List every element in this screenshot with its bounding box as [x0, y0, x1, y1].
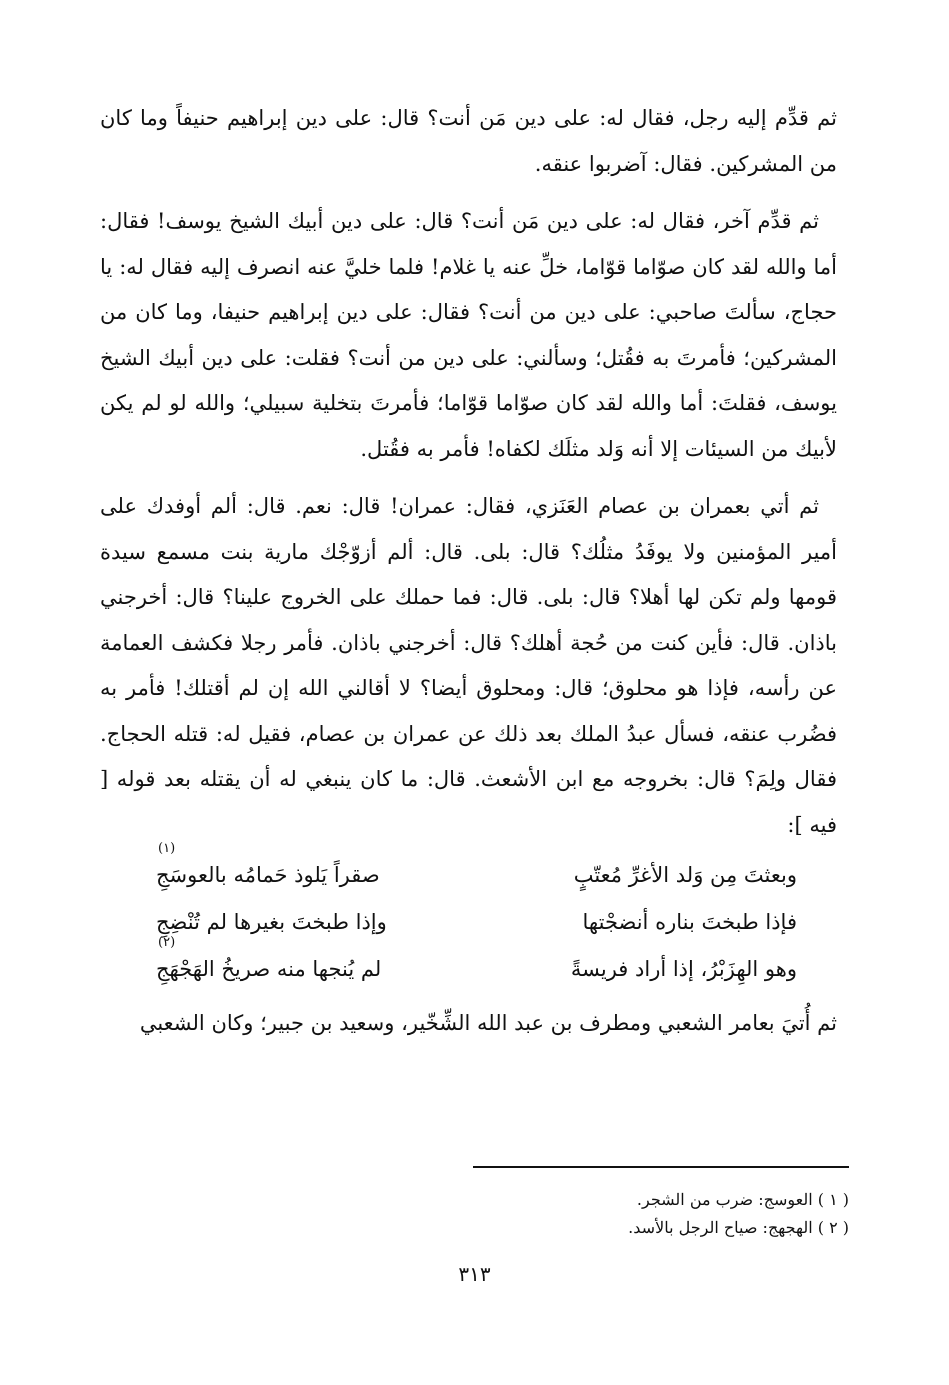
paragraph: ثم قدِّم إليه رجل، فقال له: على دين مَن أنت؟ قال: على دين إبراهيم حنيفاً وما كان من المشركين. فقال: آضربوا عنقه. — [100, 106, 837, 176]
verse-second-hemistich: لم يُنجها منه صريخُ الهَجْهَجِ — [156, 957, 382, 981]
paragraph: ثم أتي بعمران بن عصام العَنَزي، فقال: عمران! قال: نعم. قال: ألم أوفدك على أمير المؤمنين ولا يوفَدُ مثلُك؟ قال: بلى. قال: ألم أزوّجْك مارية بنت مسمع سيدة قومها ولم تكن لها أهلا؟ قال: بلى. قال: فما حملك على الخروج علينا؟ قال: أخرجني باذان. قال: فأين كنت من حُجة أهلك؟ قال: أخرجني باذان. فأمر رجلا فكشف العمامة عن رأسه، فإذا هو محلوق؛ قال: ومحلوق أيضا؟ لا أقالني الله إن لم أقتلك! فأمر به فضُرب عنقه، فسأل عبدُ الملك بعد ذلك عن عمران بن عصام، فقيل له: قتله الحجاج. فقال ولِمَ؟ قال: بخروجه مع ابن الأشعث. قال: ما كان ينبغي له أن يقتله بعد قوله [ فيه ]: — [100, 494, 837, 837]
footnotes — [429, 1186, 849, 1242]
footnote: ( ١ ) العوسج: ضرب من الشجر. — [636, 1190, 849, 1209]
verse-second-hemistich: صقراً يَلوذ حَمامُه بالعوسَجِ — [156, 863, 380, 887]
verse-first-hemistich: وهو الهِزَبْرُ، إذا أراد فريسةً — [570, 957, 797, 981]
paragraph: ثم أُتيَ بعامر الشعبي ومطرف بن عبد الله الشِّخّير، وسعيد بن جبير؛ وكان الشعبي — [139, 1011, 837, 1035]
main-text — [100, 96, 837, 1059]
footnote-divider — [473, 1166, 849, 1168]
verse-first-hemistich: وبعثتَ مِن وَلد الأغرِّ مُعتّبٍ — [573, 863, 797, 887]
paragraph: ثم قدِّم آخر، فقال له: على دين مَن أنت؟ قال: على دين أبيك الشيخ يوسف! فقال: أما والله لقد كان صوّاما قوّاما، خلِّ عنه يا غلام! فلما خليَّ عنه انصرف إليه فقال له: يا حجاج، سألتَ صاحبي: على دين من أنت؟ فقال: على دين إبراهيم حنيفا، وما كان من المشركين؛ فأمرتَ به فقُتل؛ وسألني: على دين من أنت؟ فقلت: على دين أبيك الشيخ يوسف، فقلتَ: أما والله لقد كان صوّاما قوّاما؛ فأمرتَ بتخلية سبيلي؛ والله لو لم يكن لأبيك من السيئات إلا أنه وَلد مثلَك لكفاه! فأمر به فقُتل. — [100, 209, 837, 461]
poem — [100, 841, 837, 993]
verse-second-hemistich: وإذا طبختَ بغيرها لم تُنْضِجِ — [156, 910, 387, 934]
page-number: ٣١٣ — [458, 1262, 491, 1286]
verse-line — [100, 841, 837, 899]
verse-line — [100, 935, 837, 993]
footnote-marker: (٢) — [158, 935, 176, 950]
verse-line — [100, 899, 837, 946]
footnote: ( ٢ ) الهجهج: صياح الرجل بالأسد. — [628, 1218, 849, 1237]
verse-first-hemistich: فإذا طبختَ بناره أنضجْتها — [582, 910, 797, 934]
footnote-marker: (١) — [158, 841, 176, 856]
